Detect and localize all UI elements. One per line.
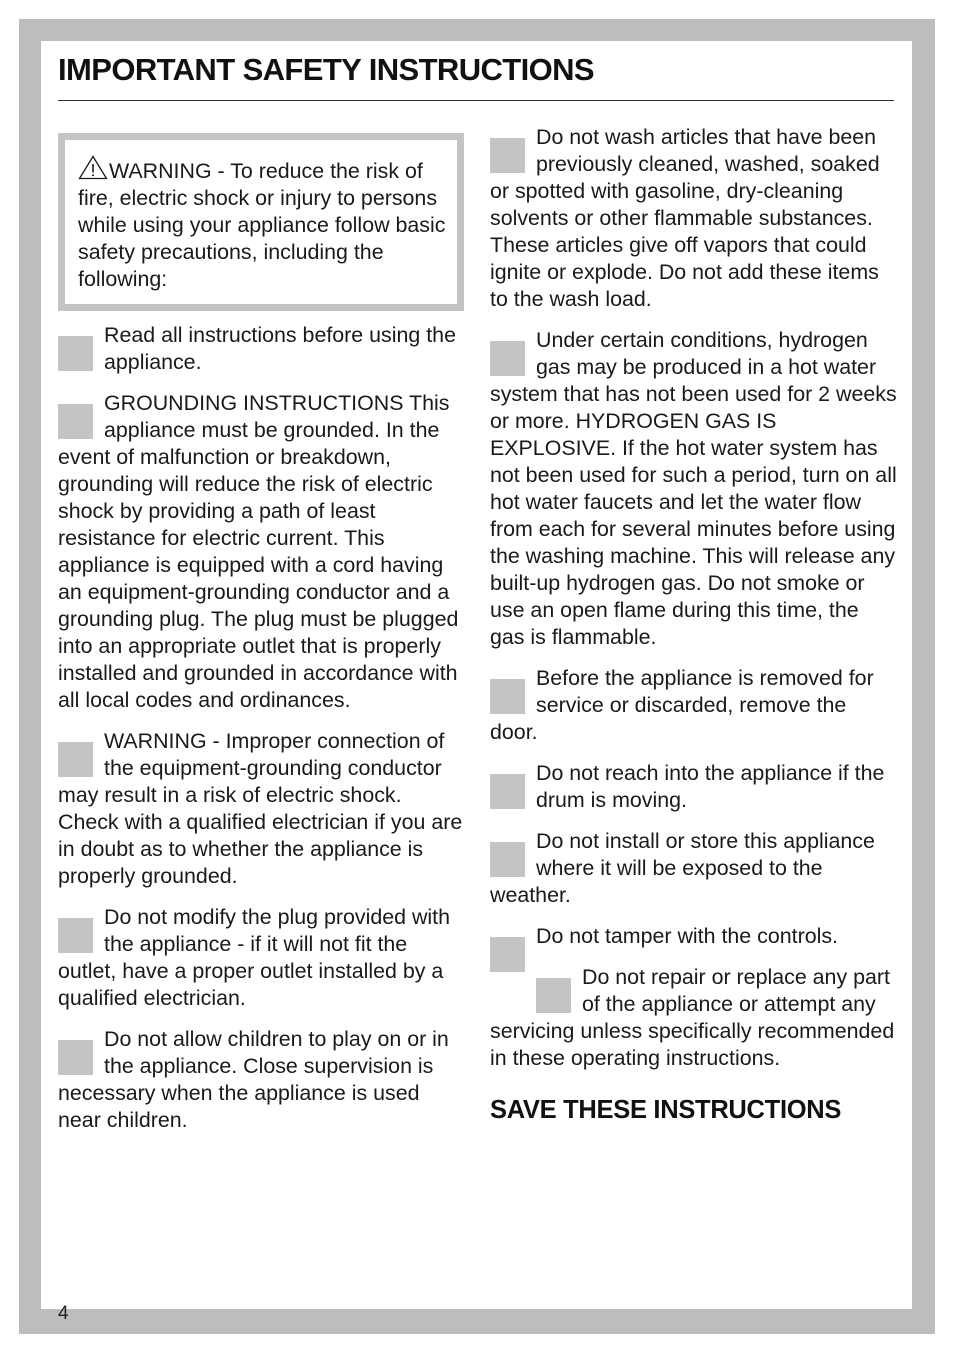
list-item-text: Under certain conditions, hydrogen gas may be produced in a hot water system that has not been used for 2 weeks or more. HYDROGEN GAS IS EXPLOSIVE. If the hot water system has not been used for such a period, turn on all hot water faucets and let the water flow from each for several minutes before using the washing machine. This will release any built-up hydrogen gas. Do not smoke or use an open flame during this time, the gas is flammable. [490, 328, 897, 649]
list-item-text: Do not tamper with the controls. [536, 924, 838, 948]
list-item-text: Do not reach into the appliance if the drum is moving. [536, 761, 885, 812]
list-item-text: GROUNDING INSTRUCTIONS This appliance must be grounded. In the event of malfunction or breakdown, grounding will reduce the risk of electric shock by providing a path of least resistance for electric current. This appliance is equipped with a cord having an equipment-grounding conductor and a grounding plug. The plug must be plugged into an appropriate outlet that is properly installed and grounded in accordance with all local codes and ordinances. [58, 391, 459, 712]
list-item-text: Do not modify the plug provided with the appliance - if it will not fit the outlet, have a proper outlet installed by a qualified electrician. [58, 905, 451, 1010]
bullet-square [58, 336, 93, 371]
list-item-text: Do not install or store this appliance where it will be exposed to the weather. [490, 829, 875, 907]
list-item [490, 665, 898, 746]
list-item [490, 964, 898, 1072]
list-item [58, 904, 468, 1012]
list-item-text: Read all instructions before using the appliance. [104, 323, 456, 374]
list-item-text: Do not repair or replace any part of the appliance or attempt any servicing unless specifically recommended in these operating instructions. [490, 965, 895, 1070]
list-item [490, 828, 898, 909]
bullet-square [490, 774, 525, 809]
bullet-square [490, 937, 525, 972]
left-column [58, 133, 468, 1148]
list-item-text: Do not allow children to play on or in the appliance. Close supervision is necessary when the appliance is used near children. [58, 1027, 449, 1132]
list-item [490, 327, 898, 651]
save-instructions-heading: SAVE THESE INSTRUCTIONS [490, 1096, 842, 1124]
list-item [58, 390, 468, 714]
list-item [58, 322, 468, 376]
list-item [490, 923, 898, 950]
page-title: IMPORTANT SAFETY INSTRUCTIONS [58, 52, 595, 87]
list-item [58, 1026, 468, 1134]
list-item-text: Do not wash articles that have been previously cleaned, washed, soaked or spotted with gasoline, dry-cleaning solvents or other flammable substances. These articles give off vapors that could ignite or explode. Do not add these items to the wash load. [490, 125, 880, 311]
bullet-square [58, 918, 93, 953]
bullet-square [58, 1040, 93, 1075]
bullet-square [490, 138, 525, 173]
title-divider [58, 100, 894, 101]
list-item [58, 728, 468, 890]
right-column [490, 124, 898, 1124]
bullet-square [490, 341, 525, 376]
list-item [490, 760, 898, 814]
warning-text: WARNING - To reduce the risk of fire, electric shock or injury to persons while using your appliance follow basic safety precautions, including the following: [78, 159, 446, 291]
list-item-text: Before the appliance is removed for service or discarded, remove the door. [490, 666, 874, 744]
warning-box [58, 133, 464, 311]
bullet-square [490, 842, 525, 877]
list-item [490, 124, 898, 313]
warning-triangle-icon [78, 155, 108, 180]
page-number: 4 [58, 1303, 69, 1324]
bullet-square [58, 742, 93, 777]
bullet-square [490, 679, 525, 714]
bullet-square [58, 404, 93, 439]
bullet-square [536, 978, 571, 1013]
list-item-text: WARNING - Improper connection of the equipment-grounding conductor may result in a risk of electric shock. Check with a qualified electrician if you are in doubt as to whether the appliance is properly grounded. [58, 729, 463, 888]
